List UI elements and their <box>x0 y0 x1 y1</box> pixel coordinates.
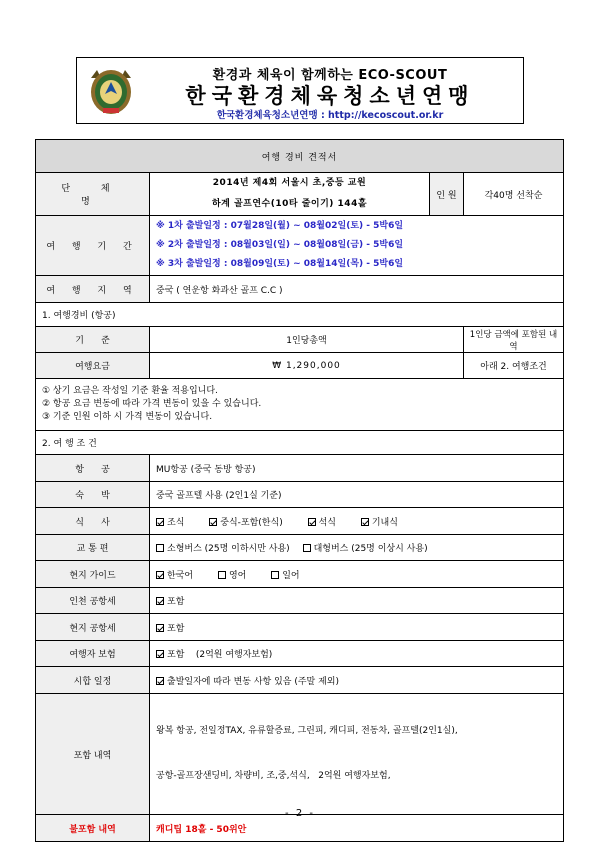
airline-value: MU항공 (중국 동방 항공) <box>150 455 564 482</box>
conditions-section-title: 2. 여 행 조 건 <box>36 431 564 455</box>
group-label: 단 체 명 <box>36 173 150 216</box>
note-item: ① 상기 요금은 작성일 기준 환율 적용입니다. <box>42 386 218 396</box>
airline-label: 항 공 <box>36 455 150 482</box>
included-line: 공항-골프장샌딩비, 차량비, 조,중,석식, 2억원 여행자보험, <box>156 771 391 781</box>
group-name <box>150 173 430 216</box>
transport-options <box>150 535 564 561</box>
checkbox-unchecked[interactable] <box>271 571 279 579</box>
headcount-value: 각40명 선착순 <box>464 173 564 216</box>
period-label: 여 행 기 간 <box>36 216 150 276</box>
included-label: 포함 내역 <box>36 694 150 815</box>
checkbox-unchecked[interactable] <box>303 544 311 552</box>
schedule-item: ※ 3차 출발일정 : 08월09일(토) ~ 08월14일(목) - 5박6일 <box>156 259 404 269</box>
guide-options <box>150 561 564 588</box>
checkbox-checked[interactable] <box>156 624 164 632</box>
checkbox-checked[interactable] <box>308 518 316 526</box>
meal-option[interactable]: 조식 <box>156 515 184 528</box>
slogan: 환경과 체육이 함께하는 ECO-SCOUT <box>212 68 448 83</box>
basis-label: 기 준 <box>36 327 150 353</box>
eco-scout-emblem-icon <box>87 64 135 118</box>
meal-option[interactable]: 중식-포함(한식) <box>209 515 282 528</box>
guide-option[interactable]: 일어 <box>271 568 299 581</box>
included-note: 1인당 금액에 포함된 내역 <box>464 327 564 353</box>
meals-label: 식 사 <box>36 508 150 535</box>
form-title: 여행 경비 견적서 <box>36 140 564 173</box>
local-tax-value: 포함 <box>150 614 564 641</box>
incheon-tax-value: 포함 <box>150 588 564 614</box>
insurance-label: 여행자 보험 <box>36 641 150 667</box>
lodging-label: 숙 박 <box>36 482 150 508</box>
letterhead <box>76 57 524 124</box>
meal-option[interactable]: 기내식 <box>361 515 398 528</box>
checkbox-checked[interactable] <box>156 597 164 605</box>
excluded-label: 불포함 내역 <box>36 815 150 842</box>
checkbox-unchecked[interactable] <box>218 571 226 579</box>
fee-ref: 아래 2. 여행조건 <box>464 353 564 379</box>
transport-label: 교 통 편 <box>36 535 150 561</box>
meals-options <box>150 508 564 535</box>
excluded-value: 캐디팁 18홀 - 50위안 <box>150 815 564 842</box>
region-label: 여 행 지 역 <box>36 276 150 303</box>
checkbox-checked[interactable] <box>156 571 164 579</box>
tour-schedule-value: 출발일자에 따라 변동 사항 있음 (주말 제외) <box>150 667 564 694</box>
estimate-form <box>35 139 564 842</box>
contact-line: 한국환경체육청소년연맹 : http://kecoscout.or.kr <box>216 110 444 121</box>
meal-option[interactable]: 석식 <box>308 515 336 528</box>
incheon-tax-label: 인천 공항세 <box>36 588 150 614</box>
fee-value: ₩ 1,290,000 <box>150 353 464 379</box>
cost-section-title: 1. 여행경비 (항공) <box>36 303 564 327</box>
page-number: - 2 - <box>285 808 315 819</box>
group-name-line1: 2014년 제4회 서울시 초,중등 교원 <box>212 178 367 188</box>
checkbox-checked[interactable] <box>361 518 369 526</box>
schedule-item: ※ 1차 출발일정 : 07월28일(월) ~ 08월02일(토) - 5박6일 <box>156 221 404 231</box>
note-item: ③ 기준 인원 이하 시 가격 변동이 있습니다. <box>42 412 213 422</box>
guide-label: 현지 가이드 <box>36 561 150 588</box>
local-tax-label: 현지 공항세 <box>36 614 150 641</box>
group-name-line2: 하계 골프연수(10타 줄이기) 144홀 <box>211 199 368 209</box>
included-line: 왕복 항공, 전일정TAX, 유류할증료, 그린피, 캐디피, 전동차, 골프텔(2인1실), <box>156 726 458 736</box>
schedule-list <box>150 216 564 276</box>
cost-notes <box>36 379 564 431</box>
fee-label: 여행요금 <box>36 353 150 379</box>
insurance-value: 포함 (2억원 여행자보험) <box>150 641 564 667</box>
included-value <box>150 694 564 815</box>
checkbox-checked[interactable] <box>156 677 164 685</box>
basis-value: 1인당총액 <box>150 327 464 353</box>
note-item: ② 항공 요금 변동에 따라 가격 변동이 있을 수 있습니다. <box>42 399 262 409</box>
schedule-item: ※ 2차 출발일정 : 08월03일(일) ~ 08월08일(금) - 5박6일 <box>156 240 404 250</box>
org-name: 한국환경체육청소년연맹 <box>185 84 475 108</box>
tour-schedule-label: 시합 일정 <box>36 667 150 694</box>
checkbox-unchecked[interactable] <box>156 544 164 552</box>
lodging-value: 중국 골프텔 사용 (2인1실 기준) <box>150 482 564 508</box>
checkbox-checked[interactable] <box>209 518 217 526</box>
region-value: 중국 ( 연운항 화과산 골프 C.C ) <box>150 276 564 303</box>
guide-option[interactable]: 한국어 <box>156 568 193 581</box>
transport-option[interactable]: 소형버스 (25명 이하시만 사용) <box>156 541 290 554</box>
headcount-label: 인 원 <box>430 173 464 216</box>
checkbox-checked[interactable] <box>156 650 164 658</box>
transport-option[interactable]: 대형버스 (25명 이상시 사용) <box>303 541 428 554</box>
checkbox-checked[interactable] <box>156 518 164 526</box>
guide-option[interactable]: 영어 <box>218 568 246 581</box>
